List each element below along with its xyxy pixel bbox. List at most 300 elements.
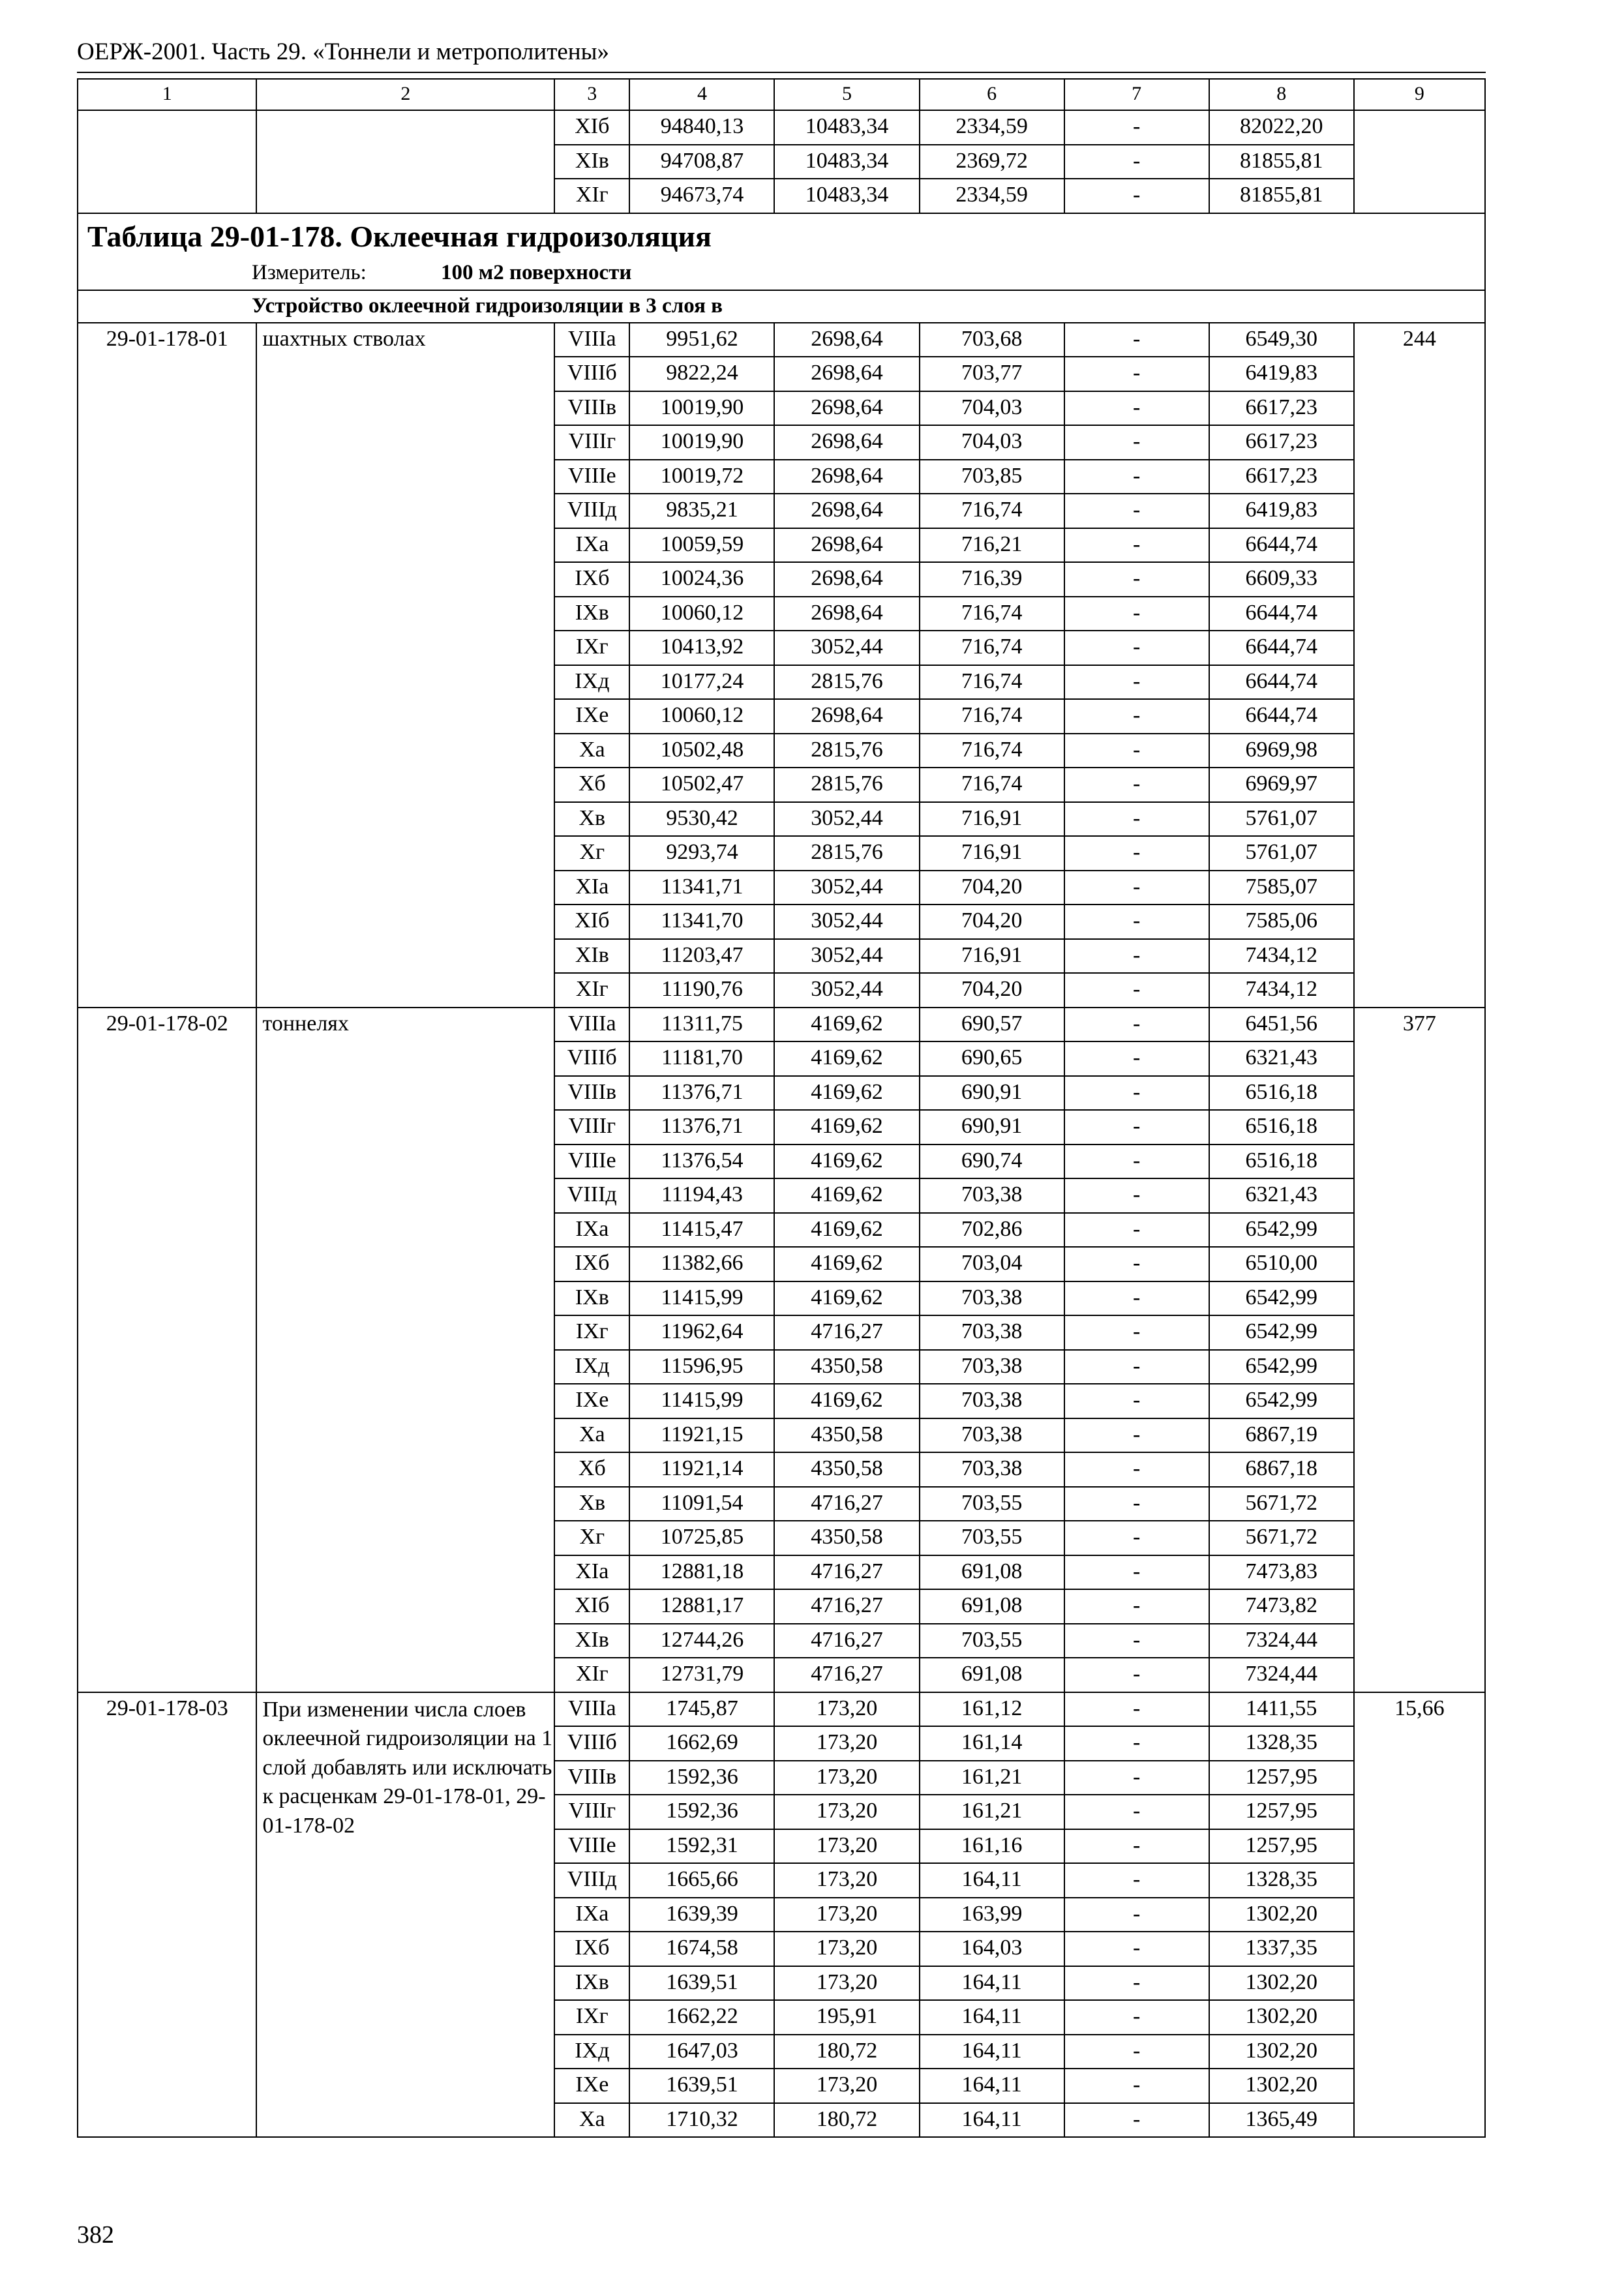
value-cell: 4716,27 bbox=[774, 1555, 919, 1590]
value-cell: - bbox=[1064, 179, 1209, 213]
value-cell: 11415,99 bbox=[629, 1384, 774, 1418]
value-cell: 6542,99 bbox=[1209, 1384, 1354, 1418]
value-cell: 1710,32 bbox=[629, 2103, 774, 2138]
value-cell: 81855,81 bbox=[1209, 145, 1354, 179]
value-cell: 716,74 bbox=[920, 665, 1064, 700]
zone-cell: XIг bbox=[554, 1658, 629, 1692]
table-row bbox=[78, 1692, 1485, 1727]
value-cell: 161,14 bbox=[920, 1726, 1064, 1761]
value-cell: 161,12 bbox=[920, 1692, 1064, 1727]
value-cell: 164,11 bbox=[920, 2103, 1064, 2138]
value-cell: - bbox=[1064, 597, 1209, 631]
value-cell: 2815,76 bbox=[774, 665, 919, 700]
page-number: 382 bbox=[77, 2221, 114, 2249]
value-cell: 11376,71 bbox=[629, 1110, 774, 1144]
value-cell: 1328,35 bbox=[1209, 1726, 1354, 1761]
value-cell: 11194,43 bbox=[629, 1178, 774, 1213]
value-cell: - bbox=[1064, 734, 1209, 768]
value-cell: 9293,74 bbox=[629, 836, 774, 871]
value-cell: 716,39 bbox=[920, 562, 1064, 597]
value-cell: 716,74 bbox=[920, 768, 1064, 802]
value-cell: 704,03 bbox=[920, 391, 1064, 426]
value-cell: 4169,62 bbox=[774, 1144, 919, 1179]
zone-cell: IXд bbox=[554, 665, 629, 700]
value-cell: - bbox=[1064, 1692, 1209, 1727]
value-cell: 1365,49 bbox=[1209, 2103, 1354, 2138]
value-cell: 703,38 bbox=[920, 1384, 1064, 1418]
value-cell: 2815,76 bbox=[774, 768, 919, 802]
value-cell: - bbox=[1064, 1555, 1209, 1590]
zone-cell: IXд bbox=[554, 2035, 629, 2069]
measure-label: Измеритель: bbox=[252, 260, 367, 284]
value-cell: 11596,95 bbox=[629, 1350, 774, 1384]
zone-cell: Xв bbox=[554, 1487, 629, 1521]
value-cell: 1257,95 bbox=[1209, 1795, 1354, 1829]
value-cell: - bbox=[1064, 1521, 1209, 1555]
value-cell: 10483,34 bbox=[774, 110, 919, 145]
value-cell: 173,20 bbox=[774, 1863, 919, 1898]
value-cell: 10019,90 bbox=[629, 391, 774, 426]
value-cell: 3052,44 bbox=[774, 905, 919, 939]
work-name: При изменении числа слоев оклеечной гидроизоляции на 1 слой добавлять или исключать к расценкам 29-01-178-01, 29-01-178-02 bbox=[256, 1692, 554, 2138]
value-cell: 3052,44 bbox=[774, 939, 919, 974]
zone-cell: Xг bbox=[554, 1521, 629, 1555]
value-cell: 94840,13 bbox=[629, 110, 774, 145]
value-cell: 11181,70 bbox=[629, 1041, 774, 1076]
zone-cell: VIIIг bbox=[554, 1110, 629, 1144]
value-cell: 716,91 bbox=[920, 802, 1064, 837]
value-cell: 2698,64 bbox=[774, 391, 919, 426]
value-cell: - bbox=[1064, 1247, 1209, 1281]
table-title-row bbox=[78, 213, 1485, 290]
column-number: 4 bbox=[629, 79, 774, 110]
value-cell: 173,20 bbox=[774, 1898, 919, 1932]
value-cell: 164,03 bbox=[920, 1932, 1064, 1966]
value-cell: - bbox=[1064, 1761, 1209, 1795]
value-cell: 1411,55 bbox=[1209, 1692, 1354, 1727]
value-cell: 704,20 bbox=[920, 871, 1064, 905]
value-cell: 716,91 bbox=[920, 939, 1064, 974]
value-cell: 6321,43 bbox=[1209, 1041, 1354, 1076]
value-cell: 10502,48 bbox=[629, 734, 774, 768]
value-cell: 703,55 bbox=[920, 1521, 1064, 1555]
value-cell: - bbox=[1064, 357, 1209, 391]
zone-cell: VIIIа bbox=[554, 1692, 629, 1727]
value-cell: 10725,85 bbox=[629, 1521, 774, 1555]
value-cell: - bbox=[1064, 1863, 1209, 1898]
value-cell: - bbox=[1064, 905, 1209, 939]
value-cell: - bbox=[1064, 1281, 1209, 1316]
page-header: ОЕРЖ-2001. Часть 29. «Тоннели и метрополитены» bbox=[77, 38, 609, 65]
value-cell: 690,91 bbox=[920, 1110, 1064, 1144]
column-number: 1 bbox=[78, 79, 256, 110]
value-cell: 6549,30 bbox=[1209, 323, 1354, 357]
value-cell: 4169,62 bbox=[774, 1247, 919, 1281]
value-cell: 12744,26 bbox=[629, 1624, 774, 1658]
value-cell: 6542,99 bbox=[1209, 1315, 1354, 1350]
value-cell: 2334,59 bbox=[920, 110, 1064, 145]
zone-cell: VIIIа bbox=[554, 323, 629, 357]
zone-cell: IXа bbox=[554, 1898, 629, 1932]
value-cell: 1592,36 bbox=[629, 1761, 774, 1795]
value-cell: 11376,54 bbox=[629, 1144, 774, 1179]
zone-cell: Xа bbox=[554, 734, 629, 768]
labor-cost: 377 bbox=[1354, 1008, 1485, 1692]
value-cell: - bbox=[1064, 460, 1209, 494]
value-cell: - bbox=[1064, 1213, 1209, 1248]
value-cell: 5671,72 bbox=[1209, 1521, 1354, 1555]
zone-cell: VIIIб bbox=[554, 357, 629, 391]
value-cell: 1647,03 bbox=[629, 2035, 774, 2069]
value-cell: 173,20 bbox=[774, 1829, 919, 1864]
value-cell: - bbox=[1064, 802, 1209, 837]
value-cell: 6644,74 bbox=[1209, 665, 1354, 700]
value-cell: 703,55 bbox=[920, 1487, 1064, 1521]
value-cell: 11203,47 bbox=[629, 939, 774, 974]
value-cell: - bbox=[1064, 1589, 1209, 1624]
value-cell: 6644,74 bbox=[1209, 528, 1354, 563]
zone-cell: Xб bbox=[554, 768, 629, 802]
value-cell: 6321,43 bbox=[1209, 1178, 1354, 1213]
value-cell: 1328,35 bbox=[1209, 1863, 1354, 1898]
value-cell: 1665,66 bbox=[629, 1863, 774, 1898]
value-cell: 11921,15 bbox=[629, 1418, 774, 1453]
value-cell: 690,74 bbox=[920, 1144, 1064, 1179]
zone-cell: Xг bbox=[554, 836, 629, 871]
value-cell: 10059,59 bbox=[629, 528, 774, 563]
table-title-cell bbox=[78, 213, 1485, 290]
value-cell: 173,20 bbox=[774, 1692, 919, 1727]
value-cell: 4350,58 bbox=[774, 1350, 919, 1384]
zone-cell: VIIIа bbox=[554, 1008, 629, 1042]
value-cell: 11921,14 bbox=[629, 1452, 774, 1487]
table-title: Таблица 29-01-178. Оклеечная гидроизоляция bbox=[87, 219, 712, 253]
value-cell: - bbox=[1064, 528, 1209, 563]
value-cell: 5761,07 bbox=[1209, 802, 1354, 837]
value-cell: - bbox=[1064, 939, 1209, 974]
value-cell: 7585,07 bbox=[1209, 871, 1354, 905]
value-cell: 2698,64 bbox=[774, 323, 919, 357]
value-cell: 4169,62 bbox=[774, 1281, 919, 1316]
value-cell: 1302,20 bbox=[1209, 2069, 1354, 2103]
value-cell: 1674,58 bbox=[629, 1932, 774, 1966]
value-cell: 10483,34 bbox=[774, 179, 919, 213]
value-cell: 7473,82 bbox=[1209, 1589, 1354, 1624]
value-cell: 12881,18 bbox=[629, 1555, 774, 1590]
value-cell: 4350,58 bbox=[774, 1418, 919, 1453]
value-cell: 1302,20 bbox=[1209, 1966, 1354, 2001]
column-number: 6 bbox=[920, 79, 1064, 110]
value-cell: 4169,62 bbox=[774, 1041, 919, 1076]
value-cell: - bbox=[1064, 1624, 1209, 1658]
value-cell: - bbox=[1064, 1966, 1209, 2001]
value-cell: - bbox=[1064, 1829, 1209, 1864]
price-table bbox=[77, 78, 1486, 2138]
value-cell: 4716,27 bbox=[774, 1658, 919, 1692]
value-cell: - bbox=[1064, 391, 1209, 426]
value-cell: - bbox=[1064, 425, 1209, 460]
column-number: 8 bbox=[1209, 79, 1354, 110]
value-cell: 173,20 bbox=[774, 1966, 919, 2001]
value-cell: - bbox=[1064, 871, 1209, 905]
value-cell: - bbox=[1064, 973, 1209, 1008]
value-cell: 7585,06 bbox=[1209, 905, 1354, 939]
value-cell: 6516,18 bbox=[1209, 1110, 1354, 1144]
value-cell: 703,38 bbox=[920, 1350, 1064, 1384]
value-cell: 6516,18 bbox=[1209, 1076, 1354, 1111]
zone-cell: VIIIд bbox=[554, 1863, 629, 1898]
value-cell: 2698,64 bbox=[774, 597, 919, 631]
value-cell: 6617,23 bbox=[1209, 460, 1354, 494]
value-cell: 1592,36 bbox=[629, 1795, 774, 1829]
value-cell: 6516,18 bbox=[1209, 1144, 1354, 1179]
value-cell: 11341,70 bbox=[629, 905, 774, 939]
value-cell: 6419,83 bbox=[1209, 494, 1354, 528]
work-name: тоннелях bbox=[256, 1008, 554, 1692]
value-cell: 94708,87 bbox=[629, 145, 774, 179]
value-cell: 9530,42 bbox=[629, 802, 774, 837]
zone-cell: IXв bbox=[554, 1966, 629, 2001]
value-cell: 173,20 bbox=[774, 1761, 919, 1795]
zone-cell: VIIIв bbox=[554, 1076, 629, 1111]
value-cell: 9835,21 bbox=[629, 494, 774, 528]
value-cell: - bbox=[1064, 1315, 1209, 1350]
zone-cell: XIа bbox=[554, 871, 629, 905]
table-row bbox=[78, 110, 1485, 145]
value-cell: 94673,74 bbox=[629, 179, 774, 213]
value-cell: 6510,00 bbox=[1209, 1247, 1354, 1281]
zone-cell: IXг bbox=[554, 631, 629, 665]
value-cell: 2698,64 bbox=[774, 562, 919, 597]
zone-cell: VIIIе bbox=[554, 1144, 629, 1179]
value-cell: 163,99 bbox=[920, 1898, 1064, 1932]
value-cell: 10019,72 bbox=[629, 460, 774, 494]
value-cell: - bbox=[1064, 1898, 1209, 1932]
value-cell: - bbox=[1064, 1110, 1209, 1144]
value-cell: 3052,44 bbox=[774, 973, 919, 1008]
zone-cell: XIг bbox=[554, 179, 629, 213]
value-cell: 716,74 bbox=[920, 699, 1064, 734]
value-cell: 1662,69 bbox=[629, 1726, 774, 1761]
zone-cell: XIв bbox=[554, 1624, 629, 1658]
value-cell: 180,72 bbox=[774, 2035, 919, 2069]
value-cell: 10024,36 bbox=[629, 562, 774, 597]
value-cell: 1592,31 bbox=[629, 1829, 774, 1864]
value-cell: 703,55 bbox=[920, 1624, 1064, 1658]
value-cell: 704,20 bbox=[920, 905, 1064, 939]
value-cell: 703,85 bbox=[920, 460, 1064, 494]
value-cell: 2698,64 bbox=[774, 425, 919, 460]
value-cell: - bbox=[1064, 631, 1209, 665]
zone-cell: IXб bbox=[554, 562, 629, 597]
value-cell: 6969,98 bbox=[1209, 734, 1354, 768]
value-cell: - bbox=[1064, 768, 1209, 802]
value-cell: 7324,44 bbox=[1209, 1658, 1354, 1692]
zone-cell: XIб bbox=[554, 1589, 629, 1624]
value-cell: 691,08 bbox=[920, 1555, 1064, 1590]
value-cell: 1257,95 bbox=[1209, 1829, 1354, 1864]
work-title: Устройство оклеечной гидроизоляции в 3 слоя в bbox=[252, 293, 723, 318]
value-cell: - bbox=[1064, 562, 1209, 597]
zone-cell: IXв bbox=[554, 597, 629, 631]
zone-cell: VIIIе bbox=[554, 460, 629, 494]
labor-cost: 15,66 bbox=[1354, 1692, 1485, 2138]
value-cell: 4716,27 bbox=[774, 1589, 919, 1624]
value-cell: 703,38 bbox=[920, 1452, 1064, 1487]
work-title-row bbox=[78, 290, 1485, 323]
zone-cell: Xб bbox=[554, 1452, 629, 1487]
name-cell bbox=[256, 110, 554, 213]
value-cell: 12881,17 bbox=[629, 1589, 774, 1624]
value-cell: 1337,35 bbox=[1209, 1932, 1354, 1966]
value-cell: 690,65 bbox=[920, 1041, 1064, 1076]
value-cell: 1302,20 bbox=[1209, 1898, 1354, 1932]
zone-cell: IXа bbox=[554, 528, 629, 563]
value-cell: 1257,95 bbox=[1209, 1761, 1354, 1795]
value-cell: 6969,97 bbox=[1209, 768, 1354, 802]
value-cell: 11415,47 bbox=[629, 1213, 774, 1248]
value-cell: 1662,22 bbox=[629, 2000, 774, 2035]
value-cell: 716,21 bbox=[920, 528, 1064, 563]
value-cell: 10060,12 bbox=[629, 597, 774, 631]
value-cell: 703,38 bbox=[920, 1315, 1064, 1350]
value-cell: 6542,99 bbox=[1209, 1350, 1354, 1384]
value-cell: 1639,51 bbox=[629, 1966, 774, 2001]
work-name: шахтных стволах bbox=[256, 323, 554, 1008]
value-cell: 1639,39 bbox=[629, 1898, 774, 1932]
value-cell: 4716,27 bbox=[774, 1487, 919, 1521]
value-cell: 11962,64 bbox=[629, 1315, 774, 1350]
value-cell: - bbox=[1064, 2000, 1209, 2035]
value-cell: 6419,83 bbox=[1209, 357, 1354, 391]
value-cell: 716,74 bbox=[920, 597, 1064, 631]
value-cell: 10502,47 bbox=[629, 768, 774, 802]
value-cell: 703,38 bbox=[920, 1178, 1064, 1213]
value-cell: 5761,07 bbox=[1209, 836, 1354, 871]
value-cell: 173,20 bbox=[774, 2069, 919, 2103]
value-cell: 690,57 bbox=[920, 1008, 1064, 1042]
zone-cell: IXг bbox=[554, 2000, 629, 2035]
value-cell: - bbox=[1064, 1008, 1209, 1042]
value-cell: 10019,90 bbox=[629, 425, 774, 460]
value-cell: 716,74 bbox=[920, 494, 1064, 528]
value-cell: 691,08 bbox=[920, 1658, 1064, 1692]
value-cell: 691,08 bbox=[920, 1589, 1064, 1624]
zone-cell: Xв bbox=[554, 802, 629, 837]
zone-cell: XIб bbox=[554, 905, 629, 939]
value-cell: - bbox=[1064, 2069, 1209, 2103]
value-cell: 161,21 bbox=[920, 1795, 1064, 1829]
value-cell: 2698,64 bbox=[774, 460, 919, 494]
value-cell: - bbox=[1064, 323, 1209, 357]
value-cell: 180,72 bbox=[774, 2103, 919, 2138]
value-cell: 7434,12 bbox=[1209, 939, 1354, 974]
zone-cell: VIIIб bbox=[554, 1041, 629, 1076]
code-cell bbox=[78, 110, 256, 213]
value-cell: 11415,99 bbox=[629, 1281, 774, 1316]
value-cell: 164,11 bbox=[920, 1966, 1064, 2001]
zone-cell: IXг bbox=[554, 1315, 629, 1350]
value-cell: - bbox=[1064, 145, 1209, 179]
value-cell: 9822,24 bbox=[629, 357, 774, 391]
value-cell: 11341,71 bbox=[629, 871, 774, 905]
column-number: 7 bbox=[1064, 79, 1209, 110]
value-cell: 6644,74 bbox=[1209, 699, 1354, 734]
value-cell: 11091,54 bbox=[629, 1487, 774, 1521]
value-cell: 10483,34 bbox=[774, 145, 919, 179]
zone-cell: VIIIв bbox=[554, 1761, 629, 1795]
value-cell: 164,11 bbox=[920, 2035, 1064, 2069]
value-cell: 716,74 bbox=[920, 631, 1064, 665]
value-cell: - bbox=[1064, 2035, 1209, 2069]
value-cell: 173,20 bbox=[774, 1726, 919, 1761]
column-number: 5 bbox=[774, 79, 919, 110]
value-cell: 1745,87 bbox=[629, 1692, 774, 1727]
value-cell: 164,11 bbox=[920, 1863, 1064, 1898]
zone-cell: IXа bbox=[554, 1213, 629, 1248]
zone-cell: XIг bbox=[554, 973, 629, 1008]
zone-cell: Xа bbox=[554, 1418, 629, 1453]
value-cell: 164,11 bbox=[920, 2069, 1064, 2103]
column-number-row bbox=[78, 79, 1485, 110]
value-cell: 6617,23 bbox=[1209, 425, 1354, 460]
value-cell: 2698,64 bbox=[774, 528, 919, 563]
value-cell: - bbox=[1064, 836, 1209, 871]
column-number: 9 bbox=[1354, 79, 1485, 110]
value-cell: 1302,20 bbox=[1209, 2000, 1354, 2035]
value-cell: 9951,62 bbox=[629, 323, 774, 357]
value-cell: 5671,72 bbox=[1209, 1487, 1354, 1521]
value-cell: - bbox=[1064, 1041, 1209, 1076]
value-cell: - bbox=[1064, 1350, 1209, 1384]
table-row bbox=[78, 1008, 1485, 1042]
zone-cell: IXе bbox=[554, 1384, 629, 1418]
value-cell: 704,20 bbox=[920, 973, 1064, 1008]
value-cell: 716,74 bbox=[920, 734, 1064, 768]
value-cell: 6542,99 bbox=[1209, 1281, 1354, 1316]
header-rule bbox=[77, 72, 1486, 73]
value-cell: 4169,62 bbox=[774, 1384, 919, 1418]
measure-value: 100 м2 поверхности bbox=[441, 260, 632, 284]
value-cell: 3052,44 bbox=[774, 631, 919, 665]
rate-code: 29-01-178-02 bbox=[78, 1008, 256, 1692]
value-cell: 716,91 bbox=[920, 836, 1064, 871]
value-cell: - bbox=[1064, 1418, 1209, 1453]
value-cell: 11376,71 bbox=[629, 1076, 774, 1111]
value-cell: 6451,56 bbox=[1209, 1008, 1354, 1042]
value-cell: 702,86 bbox=[920, 1213, 1064, 1248]
zone-cell: Xа bbox=[554, 2103, 629, 2138]
zone-cell: VIIIб bbox=[554, 1726, 629, 1761]
zone-cell: XIв bbox=[554, 939, 629, 974]
column-number: 2 bbox=[256, 79, 554, 110]
value-cell: 6644,74 bbox=[1209, 631, 1354, 665]
value-cell: 10060,12 bbox=[629, 699, 774, 734]
value-cell: 7324,44 bbox=[1209, 1624, 1354, 1658]
table-row bbox=[78, 323, 1485, 357]
value-cell: 6867,19 bbox=[1209, 1418, 1354, 1453]
value-cell: 6617,23 bbox=[1209, 391, 1354, 426]
value-cell: 7473,83 bbox=[1209, 1555, 1354, 1590]
value-cell: 6542,99 bbox=[1209, 1213, 1354, 1248]
value-cell: - bbox=[1064, 1144, 1209, 1179]
value-cell: 703,04 bbox=[920, 1247, 1064, 1281]
zone-cell: VIIIе bbox=[554, 1829, 629, 1864]
value-cell: 81855,81 bbox=[1209, 179, 1354, 213]
zone-cell: IXд bbox=[554, 1350, 629, 1384]
value-cell: - bbox=[1064, 699, 1209, 734]
zone-cell: VIIIд bbox=[554, 494, 629, 528]
